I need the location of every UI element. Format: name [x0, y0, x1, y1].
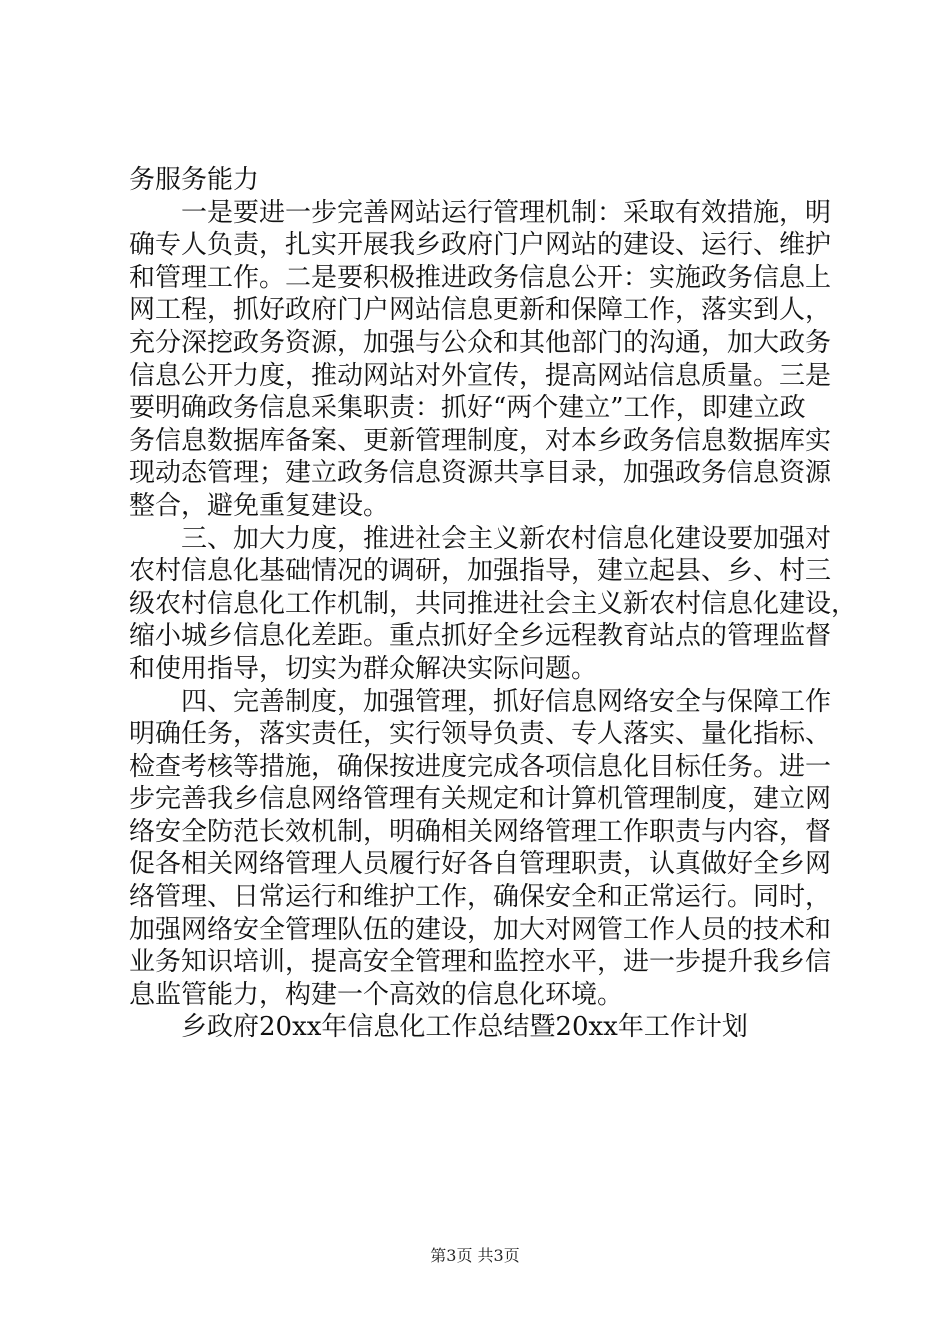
text-line: 息监管能力，构建一个高效的信息化环境。	[129, 979, 624, 1010]
text-line: 检查考核等措施，确保按进度完成各项信息化目标任务。进一	[129, 751, 832, 782]
text-line: 现动态管理；建立政务信息资源共享目录，加强政务信息资源	[129, 458, 832, 489]
text-line: 步完善我乡信息网络管理有关规定和计算机管理制度，建立网	[129, 784, 832, 815]
text-line: 三、加大力度，推进社会主义新农村信息化建设要加强对	[181, 523, 832, 554]
text-line: 确专人负责，扎实开展我乡政府门户网站的建设、运行、维护	[129, 230, 832, 261]
document-body	[129, 164, 858, 1044]
text-line: 络管理、日常运行和维护工作，确保安全和正常运行。同时，	[129, 882, 832, 913]
text-line: 和使用指导，切实为群众解决实际问题。	[129, 653, 598, 684]
text-line: 一是要进一步完善网站运行管理机制：采取有效措施，明	[181, 197, 832, 228]
text-line: 网工程，抓好政府门户网站信息更新和保障工作，落实到人，	[129, 295, 832, 326]
text-line: 业务知识培训，提高安全管理和监控水平，进一步提升我乡信	[129, 947, 832, 978]
text-line: 务信息数据库备案、更新管理制度，对本乡政务信息数据库实	[129, 425, 832, 456]
text-line: 农村信息化基础情况的调研，加强指导，建立起县、乡、村三	[129, 556, 832, 587]
text-line: 充分深挖政务资源，加强与公众和其他部门的沟通，加大政务	[129, 327, 832, 358]
text-line: 缩小城乡信息化差距。重点抓好全乡远程教育站点的管理监督	[129, 621, 832, 652]
text-line: 加强网络安全管理队伍的建设，加大对网管工作人员的技术和	[129, 914, 832, 945]
text-line: 络安全防范长效机制，明确相关网络管理工作职责与内容，督	[129, 816, 832, 847]
text-line: 务服务能力	[129, 165, 260, 195]
text-line: 和管理工作。二是要积极推进政务信息公开：实施政务信息上	[129, 262, 832, 293]
text-line: 整合，避免重复建设。	[129, 490, 390, 521]
text-line: 乡政府20xx年信息化工作总结暨20xx年工作计划	[181, 1012, 748, 1043]
text-line: 明确任务，落实责任，实行领导负责、专人落实、量化指标、	[129, 719, 832, 750]
text-line: 要明确政务信息采集职责：抓好“两个建立”工作，即建立政	[129, 393, 806, 424]
text-line: 信息公开力度，推动网站对外宣传，提高网站信息质量。三是	[129, 360, 832, 391]
text-line: 四、完善制度，加强管理，抓好信息网络安全与保障工作	[181, 686, 832, 717]
text-line: 促各相关网络管理人员履行好各自管理职责，认真做好全乡网	[129, 849, 832, 880]
page-number-footer: 第3页 共3页	[430, 1246, 520, 1265]
text-line: 级农村信息化工作机制，共同推进社会主义新农村信息化建设，	[129, 588, 858, 619]
